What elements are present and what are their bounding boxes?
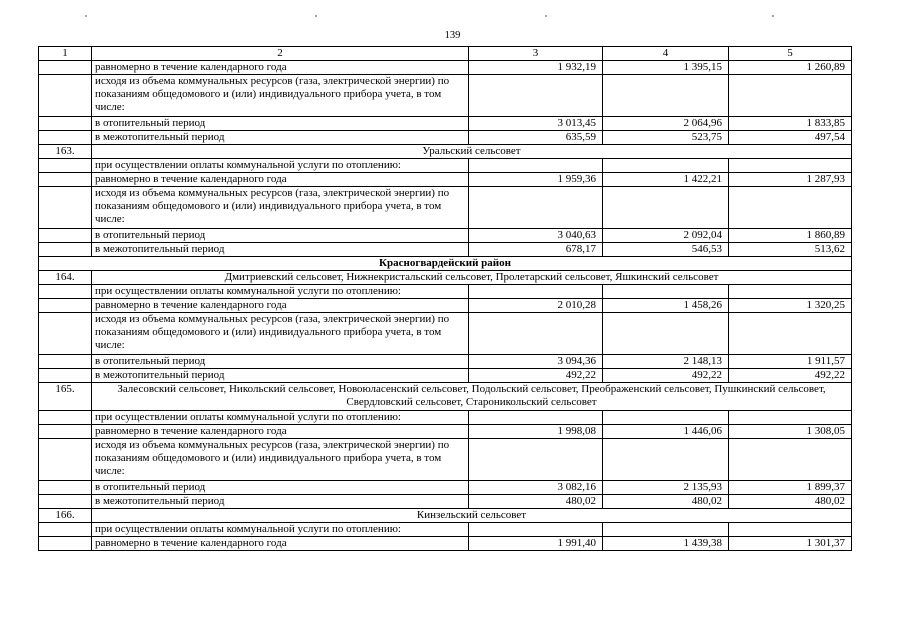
row-label: равномерно в течение календарного года (92, 537, 469, 551)
table-row (39, 159, 852, 173)
row-label: при осуществлении оплаты коммунальной услуги по отоплению: (92, 523, 469, 537)
scan-speck (772, 15, 774, 17)
scan-speck (545, 15, 547, 17)
row-label: исходя из объема коммунальных ресурсов (газа, электрической энергии) по показаниям общедомового и (или) индивидуального прибора учета, в том числе: (92, 439, 469, 481)
row-index: 163. (39, 145, 92, 159)
header-cell: 1 (39, 47, 92, 61)
value-cell: 513,62 (729, 243, 852, 257)
value-cell: 1 422,21 (603, 173, 729, 187)
table-header-row (39, 47, 852, 61)
settlement-row (39, 383, 852, 411)
row-label: в отопительный период (92, 117, 469, 131)
table-row (39, 243, 852, 257)
row-index: 164. (39, 271, 92, 285)
settlement-name: Залесовский сельсовет, Никольский сельсовет, Новоюласенский сельсовет, Подольский сельсовет, Преображенский сельсовет, Пушкинский сельсовет, Свердловский сельсовет, Староникольский сельсовет (92, 383, 852, 411)
settlement-name: Уральский сельсовет (92, 145, 852, 159)
value-cell: 3 094,36 (469, 355, 603, 369)
row-label: в межотопительный период (92, 243, 469, 257)
value-cell: 1 911,57 (729, 355, 852, 369)
table-row (39, 355, 852, 369)
value-cell: 492,22 (469, 369, 603, 383)
table-row (39, 313, 852, 355)
table-row (39, 285, 852, 299)
value-cell: 1 320,25 (729, 299, 852, 313)
value-cell: 2 092,04 (603, 229, 729, 243)
table-row (39, 117, 852, 131)
table-row (39, 439, 852, 481)
value-cell: 1 395,15 (603, 61, 729, 75)
value-cell: 1 308,05 (729, 425, 852, 439)
value-cell: 1 932,19 (469, 61, 603, 75)
value-cell: 1 439,38 (603, 537, 729, 551)
table-row (39, 187, 852, 229)
value-cell: 1 860,89 (729, 229, 852, 243)
header-cell: 5 (729, 47, 852, 61)
table-row (39, 61, 852, 75)
value-cell: 1 899,37 (729, 481, 852, 495)
value-cell: 492,22 (729, 369, 852, 383)
value-cell: 1 998,08 (469, 425, 603, 439)
value-cell: 492,22 (603, 369, 729, 383)
table-row (39, 75, 852, 117)
row-label: равномерно в течение календарного года (92, 173, 469, 187)
settlement-row (39, 145, 852, 159)
value-cell: 2 135,93 (603, 481, 729, 495)
table-row (39, 411, 852, 425)
row-label: в отопительный период (92, 481, 469, 495)
value-cell: 546,53 (603, 243, 729, 257)
scan-speck (315, 15, 317, 17)
header-cell: 3 (469, 47, 603, 61)
row-label: в межотопительный период (92, 495, 469, 509)
value-cell: 1 446,06 (603, 425, 729, 439)
value-cell: 2 148,13 (603, 355, 729, 369)
value-cell: 1 991,40 (469, 537, 603, 551)
row-label: при осуществлении оплаты коммунальной услуги по отоплению: (92, 285, 469, 299)
header-cell: 4 (603, 47, 729, 61)
value-cell: 678,17 (469, 243, 603, 257)
value-cell: 3 082,16 (469, 481, 603, 495)
row-label: в отопительный период (92, 229, 469, 243)
value-cell: 497,54 (729, 131, 852, 145)
value-cell: 1 287,93 (729, 173, 852, 187)
settlement-row (39, 509, 852, 523)
settlement-name: Кинзельский сельсовет (92, 509, 852, 523)
table-row (39, 369, 852, 383)
value-cell: 480,02 (603, 495, 729, 509)
scan-speck (85, 15, 87, 17)
row-label: в межотопительный период (92, 369, 469, 383)
value-cell: 1 458,26 (603, 299, 729, 313)
value-cell: 2 064,96 (603, 117, 729, 131)
value-cell: 3 013,45 (469, 117, 603, 131)
table-row (39, 425, 852, 439)
row-label: в отопительный период (92, 355, 469, 369)
value-cell: 480,02 (729, 495, 852, 509)
row-label: исходя из объема коммунальных ресурсов (газа, электрической энергии) по показаниям общедомового и (или) индивидуального прибора учета, в том числе: (92, 313, 469, 355)
row-label: равномерно в течение календарного года (92, 299, 469, 313)
row-label: исходя из объема коммунальных ресурсов (газа, электрической энергии) по показаниям общедомового и (или) индивидуального прибора учета, в том числе: (92, 75, 469, 117)
table-row (39, 537, 852, 551)
settlement-row (39, 271, 852, 285)
row-index: 166. (39, 509, 92, 523)
row-index: 165. (39, 383, 92, 411)
value-cell: 1 833,85 (729, 117, 852, 131)
value-cell: 1 959,36 (469, 173, 603, 187)
value-cell: 2 010,28 (469, 299, 603, 313)
row-label: при осуществлении оплаты коммунальной услуги по отоплению: (92, 159, 469, 173)
value-cell: 1 260,89 (729, 61, 852, 75)
value-cell: 3 040,63 (469, 229, 603, 243)
row-label: равномерно в течение календарного года (92, 61, 469, 75)
row-label: исходя из объема коммунальных ресурсов (газа, электрической энергии) по показаниям общедомового и (или) индивидуального прибора учета, в том числе: (92, 187, 469, 229)
district-row (39, 257, 852, 271)
table-row (39, 495, 852, 509)
page-number: 139 (444, 30, 461, 41)
row-label: при осуществлении оплаты коммунальной услуги по отоплению: (92, 411, 469, 425)
table-row (39, 523, 852, 537)
value-cell: 1 301,37 (729, 537, 852, 551)
header-cell: 2 (92, 47, 469, 61)
tariff-table (38, 46, 852, 551)
value-cell: 635,59 (469, 131, 603, 145)
row-label: равномерно в течение календарного года (92, 425, 469, 439)
district-name: Красногвардейский район (39, 257, 852, 271)
table-row (39, 229, 852, 243)
settlement-name: Дмитриевский сельсовет, Нижнекристальский сельсовет, Пролетарский сельсовет, Яшкинский сельсовет (92, 271, 852, 285)
table-row (39, 131, 852, 145)
table-row (39, 299, 852, 313)
table-row (39, 173, 852, 187)
table-row (39, 481, 852, 495)
row-label: в межотопительный период (92, 131, 469, 145)
value-cell: 523,75 (603, 131, 729, 145)
value-cell: 480,02 (469, 495, 603, 509)
